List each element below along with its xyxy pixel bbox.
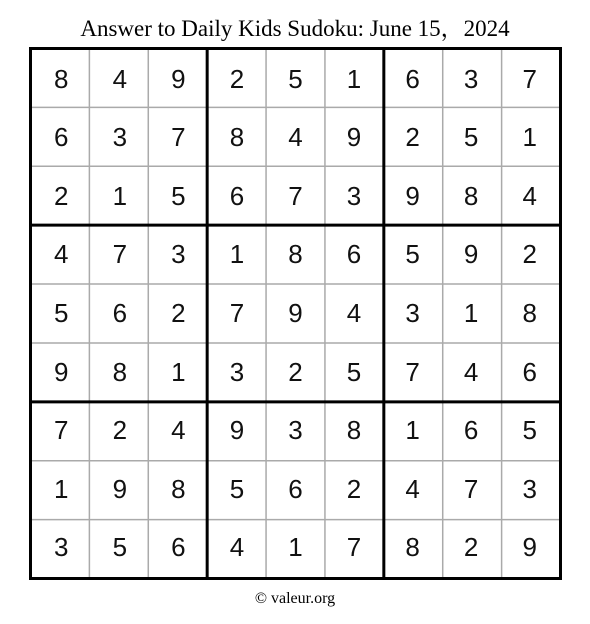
sudoku-cell: 3: [288, 415, 303, 446]
sudoku-cell: 2: [463, 532, 479, 563]
sudoku-cell: 8: [288, 239, 303, 270]
sudoku-cell: 2: [405, 122, 420, 153]
sudoku-cell: 1: [522, 122, 537, 153]
sudoku-cell: 8: [54, 63, 69, 94]
sudoku-cell: 1: [112, 180, 128, 211]
sudoku-cell: 6: [112, 297, 128, 328]
sudoku-cell: 1: [171, 356, 186, 387]
sudoku-cell: 4: [463, 356, 479, 387]
sudoku-cell: 6: [229, 180, 245, 211]
sudoku-cell: 2: [522, 239, 537, 270]
sudoku-cell: 6: [288, 473, 303, 504]
sudoku-cell: 7: [405, 356, 420, 387]
sudoku-cell: 3: [346, 180, 362, 211]
sudoku-cell: 5: [346, 356, 362, 387]
sudoku-cell: 5: [522, 415, 537, 446]
sudoku-cell: 9: [229, 415, 245, 446]
sudoku-cell: 8: [405, 532, 420, 563]
sudoku-cell: 8: [463, 180, 479, 211]
sudoku-cell: 2: [288, 356, 303, 387]
sudoku-cell: 5: [171, 180, 186, 211]
sudoku-cell: 7: [229, 297, 245, 328]
sudoku-cell: 7: [171, 122, 186, 153]
sudoku-cell: 3: [171, 239, 186, 270]
sudoku-cell: 4: [229, 532, 245, 563]
sudoku-cell: 9: [171, 63, 186, 94]
sudoku-board: [29, 47, 562, 580]
sudoku-cell: 1: [463, 297, 479, 328]
sudoku-cell: 7: [346, 532, 362, 563]
sudoku-cell: 7: [463, 473, 479, 504]
sudoku-cell: 9: [405, 180, 420, 211]
sudoku-cell: 7: [112, 239, 128, 270]
sudoku-cell: 7: [288, 180, 303, 211]
sudoku-cell: 3: [54, 532, 69, 563]
sudoku-cell: 5: [463, 122, 479, 153]
sudoku-cell: 2: [346, 473, 362, 504]
sudoku-cell: 1: [405, 415, 420, 446]
sudoku-cell: 6: [54, 122, 69, 153]
sudoku-cell: 9: [288, 297, 303, 328]
sudoku-cell: 5: [229, 473, 245, 504]
sudoku-cell: 5: [112, 532, 128, 563]
sudoku-cell: 2: [171, 297, 186, 328]
sudoku-cell: 9: [522, 532, 537, 563]
sudoku-cell: 8: [229, 122, 245, 153]
sudoku-cell: 3: [112, 122, 128, 153]
sudoku-cell: 5: [288, 63, 303, 94]
sudoku-cell: 9: [54, 356, 69, 387]
sudoku-cell: 4: [112, 63, 128, 94]
sudoku-cell: 8: [171, 473, 186, 504]
sudoku-cell: 4: [346, 297, 362, 328]
sudoku-cell: 3: [463, 63, 479, 94]
sudoku-cell: 6: [346, 239, 362, 270]
sudoku-cell: 8: [346, 415, 362, 446]
sudoku-cell: 4: [405, 473, 420, 504]
sudoku-cell: 4: [288, 122, 303, 153]
sudoku-cell: 1: [288, 532, 303, 563]
sudoku-cell: 6: [405, 63, 420, 94]
sudoku-cell: 6: [463, 415, 479, 446]
sudoku-cell: 1: [54, 473, 69, 504]
sudoku-cell: 1: [346, 63, 362, 94]
sudoku-cell: 4: [522, 180, 537, 211]
sudoku-cell: 9: [346, 122, 362, 153]
sudoku-cell: 4: [54, 239, 69, 270]
sudoku-cell: 2: [229, 63, 245, 94]
sudoku-cell: 3: [229, 356, 245, 387]
sudoku-cell: 3: [522, 473, 537, 504]
sudoku-cell: 6: [171, 532, 186, 563]
sudoku-cell: 2: [112, 415, 128, 446]
sudoku-cells: [32, 50, 559, 577]
copyright-footer: © valeur.org: [254, 590, 336, 607]
puzzle-title: Answer to Daily Kids Sudoku: June 15，2024: [80, 16, 510, 41]
sudoku-cell: 9: [112, 473, 128, 504]
sudoku-cell: 6: [522, 356, 537, 387]
sudoku-cell: 7: [54, 415, 69, 446]
sudoku-cell: 5: [54, 297, 69, 328]
sudoku-cell: 4: [171, 415, 186, 446]
sudoku-cell: 7: [522, 63, 537, 94]
sudoku-cell: 9: [463, 239, 479, 270]
sudoku-cell: 3: [405, 297, 420, 328]
sudoku-cell: 1: [229, 239, 245, 270]
sudoku-cell: 2: [54, 180, 69, 211]
sudoku-cell: 8: [522, 297, 537, 328]
sudoku-cell: 8: [112, 356, 128, 387]
sudoku-cell: 5: [405, 239, 420, 270]
